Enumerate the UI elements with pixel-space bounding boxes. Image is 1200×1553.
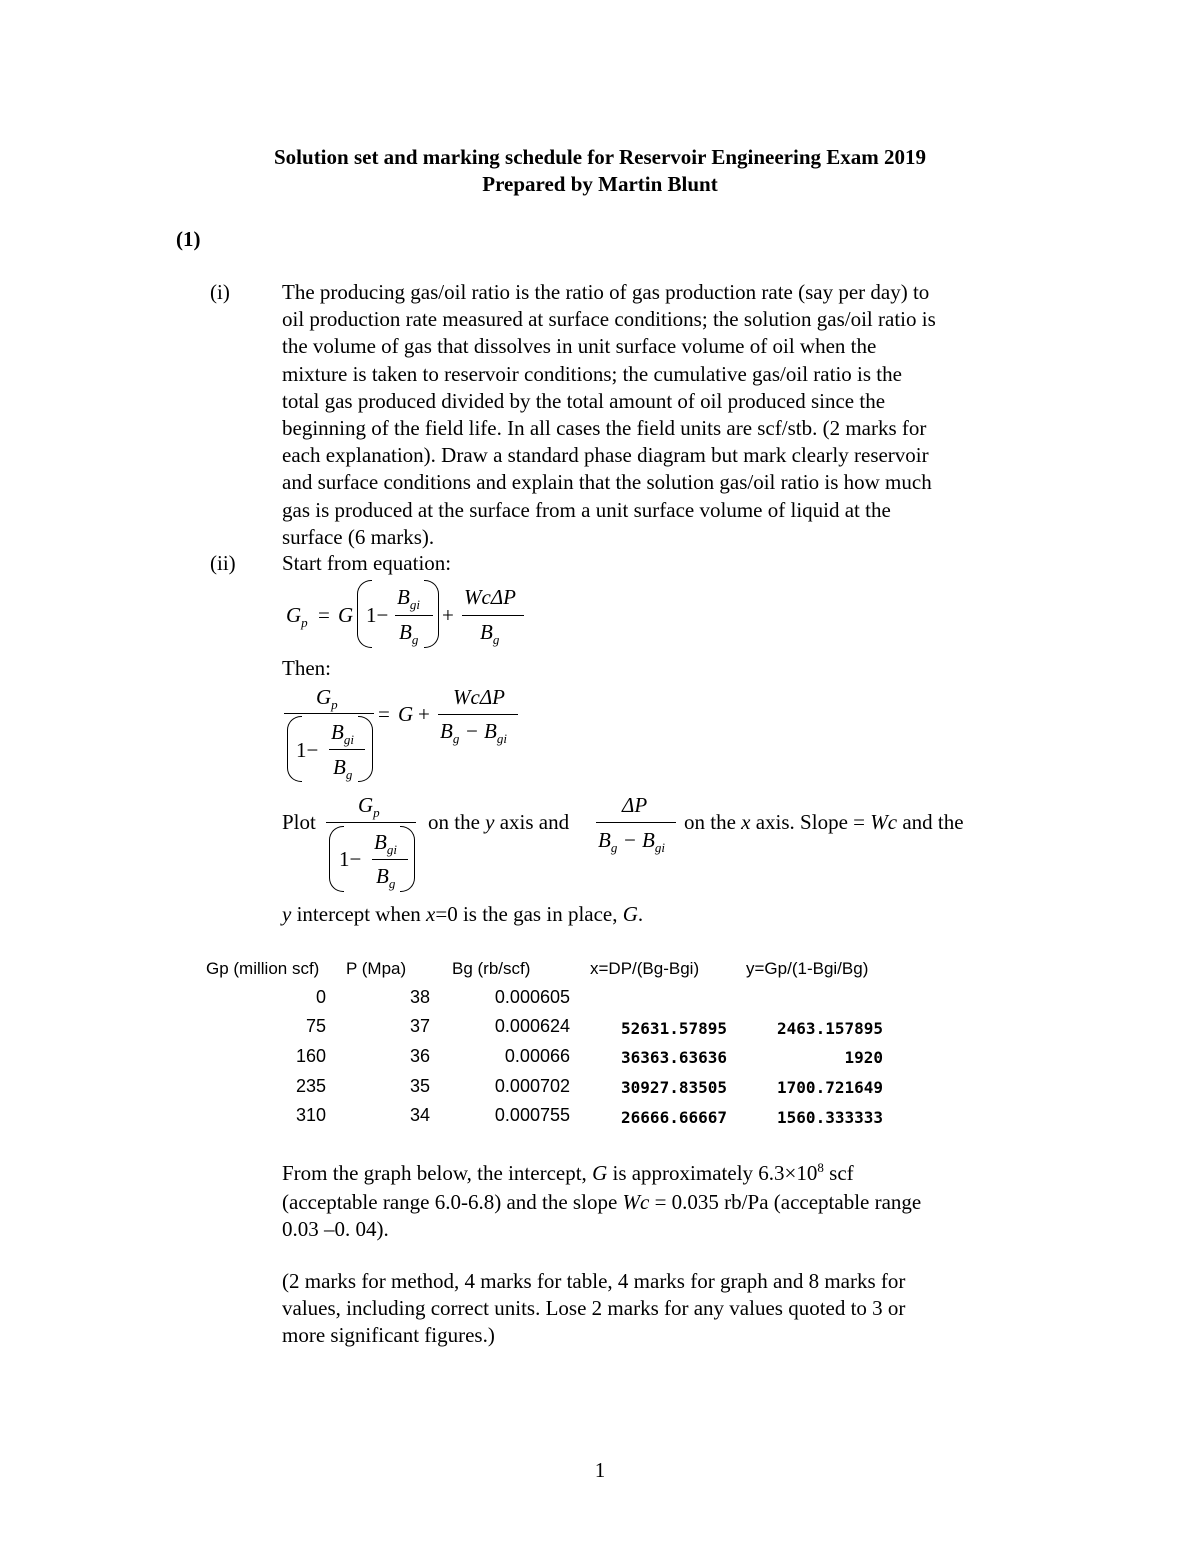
table-header: P (Mpa) — [346, 959, 407, 978]
part-i-line: the volume of gas that dissolves in unit surface volume of oil when the — [282, 334, 877, 359]
eq-g: G — [338, 603, 354, 627]
table-cell: 1560.333333 — [777, 1108, 883, 1127]
eq-one-minus: 1− — [366, 603, 389, 627]
part-ii-label: (ii) — [210, 551, 236, 575]
eq-bgi: $B_{gi}$ — [397, 585, 420, 612]
table-cell: 0.00066 — [504, 1046, 570, 1066]
table-cell: 0 — [315, 987, 326, 1007]
marks-line: more significant figures.) — [282, 1323, 495, 1348]
eq-bg: $B_g$ — [376, 864, 396, 891]
marks-paragraph — [282, 1268, 905, 1350]
result-line: From the graph below, the intercept, G is approximately $6.3\times 10^8$ scf — [282, 1160, 854, 1185]
eq-plus: + — [442, 603, 454, 627]
table-cell: 36 — [409, 1046, 430, 1066]
right-paren — [358, 716, 373, 782]
table-cell: 34 — [409, 1105, 430, 1125]
table-cell: 0.000702 — [494, 1076, 570, 1096]
intercept-line: y intercept when x=0 is the gas in place, G. — [282, 902, 644, 926]
table-header: Gp (million scf) — [206, 959, 320, 978]
eq-one-minus: 1− — [296, 738, 319, 762]
part-i-line: The producing gas/oil ratio is the ratio of gas production rate (say per day) to — [282, 280, 930, 304]
table-cell: 36363.63636 — [621, 1048, 727, 1067]
doc-title: Solution set and marking schedule for Reservoir Engineering Exam 2019 — [274, 145, 926, 169]
table-header: x=DP/(Bg-Bgi) — [590, 959, 700, 978]
table-header: y=Gp/(1-Bgi/Bg) — [746, 959, 869, 978]
page-number: 1 — [594, 1458, 606, 1482]
result-line: (acceptable range 6.0-6.8) and the slope Wc = 0.035 rb/Pa (acceptable range — [282, 1190, 922, 1215]
then-text: Then: — [282, 656, 331, 680]
table-cell: 35 — [409, 1076, 430, 1096]
doc-subtitle: Prepared by Martin Blunt — [482, 172, 718, 196]
part-i-label: (i) — [210, 280, 230, 304]
table-header: Bg (rb/scf) — [452, 959, 531, 978]
start-text: Start from equation: — [282, 551, 452, 575]
part-i-line: mixture is taken to reservoir conditions; the cumulative gas/oil ratio is the — [282, 361, 902, 386]
plot-mid: on the y axis and — [428, 810, 570, 834]
result-paragraph — [282, 1160, 921, 1244]
eq-bg-minus-bgi: $B_g - B_{gi}$ — [598, 828, 665, 855]
eq-equals: = — [318, 603, 330, 627]
eq-gp: $G_p$ — [286, 603, 308, 630]
eq-gp: $G_p$ — [358, 793, 380, 820]
table-cell: 30927.83505 — [621, 1078, 727, 1097]
eq-dp: ΔP — [622, 793, 648, 817]
fraction-bar — [462, 615, 524, 616]
plot-end: on the x axis. Slope = Wc and the — [684, 810, 964, 834]
eq-bg-minus-bgi: $B_g - B_{gi}$ — [440, 719, 507, 746]
part-i-line: beginning of the field life. In all cases the field units are scf/stb. (2 marks for — [282, 416, 927, 441]
table-cell: 235 — [295, 1076, 326, 1096]
table-cell: 52631.57895 — [621, 1019, 727, 1038]
table-cell: 0.000755 — [494, 1105, 570, 1125]
part-i-line: oil production rate measured at surface conditions; the solution gas/oil ratio is — [282, 307, 936, 332]
eq-wcdp: WcΔP — [453, 685, 505, 709]
eq-bg: $B_g$ — [480, 620, 500, 647]
part-i-text — [282, 279, 936, 551]
table-cell: 310 — [295, 1105, 326, 1125]
eq-equals: = — [378, 702, 390, 726]
part-i-line: surface (6 marks). — [282, 524, 435, 549]
table-cell: 2463.157895 — [777, 1019, 883, 1038]
eq-plus: + — [418, 702, 430, 726]
fraction-bar — [326, 822, 416, 823]
table-cell: 37 — [409, 1016, 430, 1036]
eq-g: G — [398, 702, 414, 726]
marks-line: (2 marks for method, 4 marks for table, 4 marks for graph and 8 marks for — [282, 1269, 906, 1293]
part-i-line: gas is produced at the surface from a unit surface volume of liquid at the — [282, 497, 891, 522]
part-i-line: total gas produced divided by the total amount of oil produced since the — [282, 388, 886, 413]
fraction-bar — [596, 822, 676, 823]
table-cell: 38 — [409, 987, 430, 1007]
eq-bg: $B_g$ — [399, 620, 419, 647]
table-cell: 75 — [305, 1016, 326, 1036]
eq-bg: $B_g$ — [333, 755, 353, 782]
fraction-bar — [284, 713, 374, 714]
table-cell: 0.000624 — [494, 1016, 570, 1036]
eq-gp: $G_p$ — [316, 685, 338, 712]
part-i-line: each explanation). Draw a standard phase diagram but mark clearly reservoir — [282, 443, 929, 468]
result-line: 0.03 –0. 04). — [282, 1217, 389, 1242]
table-cell: 0.000605 — [494, 987, 570, 1007]
marks-line: values, including correct units. Lose 2 marks for any values quoted to 3 or — [282, 1296, 906, 1321]
table-cell: 1700.721649 — [777, 1078, 883, 1097]
right-paren — [400, 826, 415, 892]
eq-bgi: $B_{gi}$ — [331, 720, 354, 747]
plot-word: Plot — [282, 810, 316, 834]
part-i-line: and surface conditions and explain that the solution gas/oil ratio is how much — [282, 470, 932, 495]
table-cell: 1920 — [844, 1048, 883, 1067]
right-paren — [424, 580, 439, 648]
eq-bgi: $B_{gi}$ — [374, 830, 397, 857]
fraction-bar — [438, 714, 518, 715]
question-number: (1) — [176, 227, 201, 251]
table-cell: 26666.66667 — [621, 1108, 727, 1127]
eq-wcdp: WcΔP — [464, 585, 516, 609]
table-cell: 160 — [295, 1046, 326, 1066]
eq-one-minus: 1− — [339, 847, 362, 871]
